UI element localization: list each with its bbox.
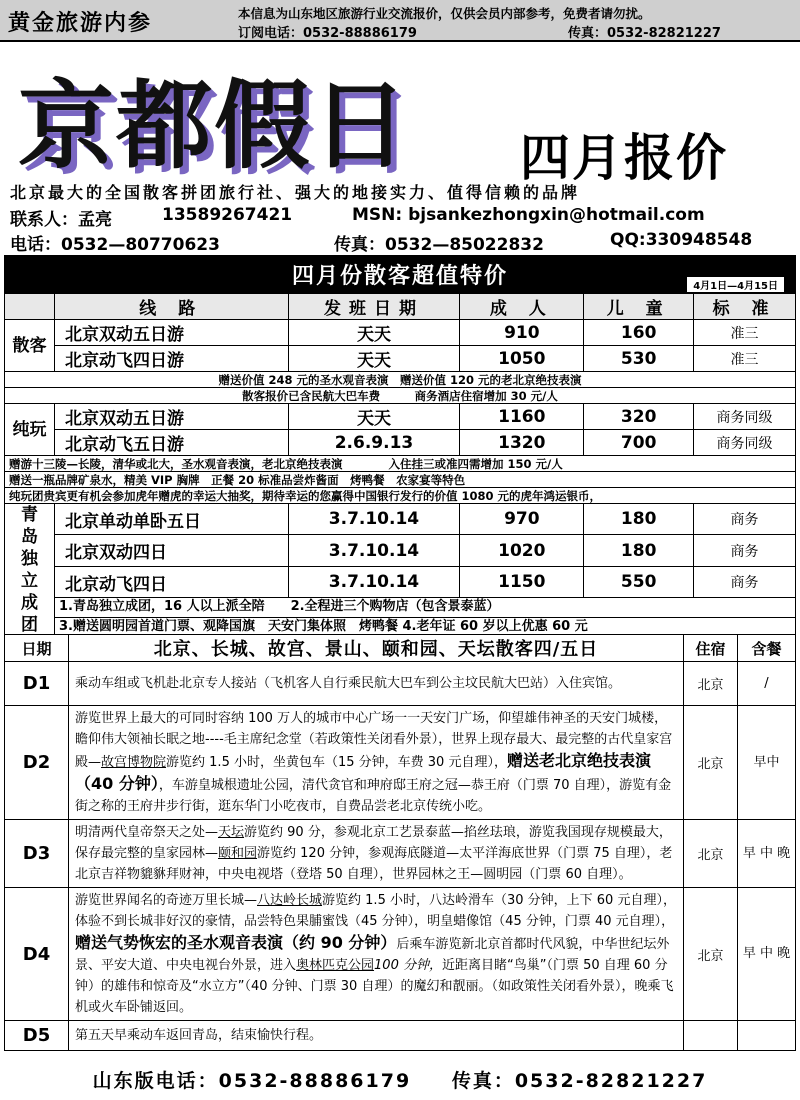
- standard: 准三: [694, 346, 796, 372]
- route-name: 北京双动五日游: [54, 320, 288, 346]
- child-price: 180: [584, 504, 694, 535]
- desc-bonus: 赠送气势恢宏的圣水观音表演（约 90 分钟）: [75, 933, 397, 952]
- chunwan-note-1: 赠游十三陵—长陵，清华或北大，圣水观音表演，老北京绝技表演 入住挂三或准四需增加 150 元/人: [5, 456, 796, 472]
- table-row: [5, 404, 796, 430]
- standard: 商务同级: [694, 430, 796, 456]
- departure-date: 3.7.10.14: [288, 504, 460, 535]
- footer-contact: [0, 1066, 800, 1093]
- group-chunwan: 纯玩: [5, 404, 55, 456]
- group-qingdao: 青岛独立成团: [5, 504, 55, 637]
- desc-text: 游览约 1.5 小时，坐黄包车（15 分钟，车费 30 元自理），: [166, 755, 507, 770]
- day-description: [69, 820, 684, 888]
- day-label: D5: [5, 1021, 69, 1051]
- footer-phone: 山东版电话：0532-88886179: [92, 1070, 412, 1092]
- departure-date: 2.6.9.13: [288, 430, 460, 456]
- brand-name: 黄金旅游内参: [8, 11, 153, 36]
- col-adult: 成 人: [460, 294, 584, 320]
- desc-text: 近距离目睹“鸟巢”（门票 50 自理 60 分钟）的雄伟和惊奇及“水立方”（40 分钟、门票 30 自理）的魔幻和靓丽。（如政策性关闭看外景），晚乘飞机或火车卧铺返回。: [75, 958, 674, 1015]
- offer-title-bar: [4, 255, 796, 293]
- month-title: 四月报价: [520, 129, 728, 187]
- departure-date: 3.7.10.14: [288, 566, 460, 597]
- itinerary-row: [5, 662, 796, 706]
- day-meal: [738, 1021, 796, 1051]
- child-price: 530: [584, 346, 694, 372]
- child-price: 550: [584, 566, 694, 597]
- itinerary-row: [5, 706, 796, 820]
- day-stay: 北京: [684, 820, 738, 888]
- desc-text: 游览世界上最大的可同时容纳 100 万人的城市中心广场一一天安门广场，仰望雄伟神圣的天安门城楼，瞻仰伟大领袖长眠之地----毛主席纪念堂（若政策性关闭看外景），世界上现存最大、最完整的古代皇家宫殿—: [75, 711, 673, 770]
- standard: 准三: [694, 320, 796, 346]
- agency-logo: 京都假日: [18, 69, 410, 182]
- contact-mobile: 13589267421: [162, 205, 293, 225]
- table-row: [5, 346, 796, 372]
- day-meal: /: [738, 662, 796, 706]
- day-description: 第五天早乘动车返回青岛，结束愉快行程。: [69, 1021, 684, 1051]
- day-label: D1: [5, 662, 69, 706]
- contact-person: 联系人：孟亮: [10, 210, 112, 230]
- adult-price: 910: [460, 320, 584, 346]
- offer-dates: 4月1日—4月15日: [687, 277, 784, 292]
- day-stay: [684, 1021, 738, 1051]
- note-row: [5, 488, 796, 504]
- child-price: 160: [584, 320, 694, 346]
- itinerary-row: [5, 888, 796, 1021]
- day-description: [69, 706, 684, 820]
- offer-title: 四月份散客超值特价: [291, 264, 508, 289]
- desc-duration: 100 分钟，: [374, 958, 442, 973]
- note-row: [5, 598, 796, 617]
- adult-price: 1050: [460, 346, 584, 372]
- desc-text: 后乘车游览新北京首都时代风貌，中华世纪坛外景、平安大道、中央电视台外景，进入: [75, 937, 670, 973]
- day-label: D2: [5, 706, 69, 820]
- footer-fax: 传真：0532-82821227: [451, 1070, 708, 1092]
- departure-date: 天天: [288, 346, 460, 372]
- desc-highlight-place: 八达岭长城: [257, 893, 323, 908]
- desc-highlight-place: 故宫博物院: [101, 755, 167, 770]
- contact-fax: 传真：0532—85022832: [334, 235, 544, 255]
- standard: 商务: [694, 566, 796, 597]
- itinerary-table: [4, 634, 796, 1051]
- price-header-row: [5, 294, 796, 320]
- contact-phone: 电话：0532—80770623: [10, 235, 220, 255]
- standard: 商务: [694, 504, 796, 535]
- departure-date: 天天: [288, 404, 460, 430]
- contact-qq: QQ:330948548: [610, 230, 753, 250]
- adult-price: 1320: [460, 430, 584, 456]
- adult-price: 1150: [460, 566, 584, 597]
- day-meal: 早 中 晚: [738, 888, 796, 1021]
- sanke-note-1: 赠送价值 248 元的圣水观音表演 赠送价值 120 元的老北京绝技表演: [5, 372, 796, 388]
- group-sanke: 散客: [5, 320, 55, 372]
- itinerary-row: [5, 820, 796, 888]
- col-child: 儿 童: [584, 294, 694, 320]
- departure-date: 3.7.10.14: [288, 535, 460, 566]
- chunwan-note-3: 纯玩团贵宾更有机会参加虎年赠虎的幸运大抽奖，期待幸运的您赢得中国银行发行的价值 1080 元的虎年鸿运银币，: [5, 488, 796, 504]
- chunwan-note-2: 赠送一瓶品牌矿泉水，精美 VIP 胸牌 正餐 20 标准品尝炸酱面 烤鸭餐 农家宴等特色: [5, 472, 796, 488]
- col-day: 日期: [5, 635, 69, 662]
- table-row: [5, 320, 796, 346]
- adult-price: 1020: [460, 535, 584, 566]
- itinerary-header-row: [5, 635, 796, 662]
- table-row: [5, 430, 796, 456]
- route-name: 北京动飞四日游: [54, 346, 288, 372]
- price-table: [4, 293, 796, 637]
- desc-highlight-place: 奥林匹克公园: [296, 958, 375, 973]
- day-stay: 北京: [684, 662, 738, 706]
- slogan: 北京最大的全国散客拼团旅行社、强大的地接实力、值得信赖的品牌: [10, 183, 581, 202]
- group-header: [5, 294, 55, 320]
- day-description: 乘动车组或飞机赴北京专人接站（飞机客人自行乘民航大巴车到公主坟民航大巴站）入住宾馆。: [69, 662, 684, 706]
- standard: 商务: [694, 535, 796, 566]
- itinerary-title: 北京、长城、故宫、景山、颐和园、天坛散客四/五日: [69, 635, 684, 662]
- desc-text: 游览约 90 分，参观北京工艺景泰蓝—掐丝珐琅，游览我国现存规模最大，保存最完整的皇家园林—: [75, 825, 672, 861]
- day-meal: 早中: [738, 706, 796, 820]
- top-banner: [0, 0, 800, 42]
- standard: 商务同级: [694, 404, 796, 430]
- col-date: 发班日期: [288, 294, 460, 320]
- day-stay: 北京: [684, 888, 738, 1021]
- adult-price: 970: [460, 504, 584, 535]
- adult-price: 1160: [460, 404, 584, 430]
- desc-highlight-place: 颐和园: [218, 846, 258, 861]
- col-standard: 标 准: [694, 294, 796, 320]
- col-stay: 住宿: [684, 635, 738, 662]
- desc-text: 游览约 120 分钟，参观海底隧道—太平洋海底世界（门票 75 自理），老北京吉祥物貔貅拜财神，中央电视塔（登塔 50 自理），世界园林之王—圆明园（门票 60 自理）。: [75, 846, 673, 882]
- note-row: [5, 472, 796, 488]
- desc-highlight-place: 天坛: [218, 825, 245, 840]
- table-row: [5, 535, 796, 566]
- route-name: 北京双动五日游: [54, 404, 288, 430]
- qingdao-note-2: 3.赠送圆明园首道门票、观降国旗 天安门集体照 烤鸭餐 4.老年证 60 岁以上优惠 60 元: [54, 617, 795, 636]
- qingdao-note-1: 1.青岛独立成团，16 人以上派全陪 2.全程进三个购物店（包含景泰蓝）: [54, 598, 795, 617]
- sanke-note-2: 散客报价已含民航大巴车费 商务酒店住宿增加 30 元/人: [5, 388, 796, 404]
- order-phone: 订阅电话：0532-88886179: [238, 26, 417, 41]
- desc-text: ，车游皇城根遗址公园，清代贪官和珅府邸王府之冠—恭王府（门票 70 自理），游览有金街之称的王府井步行街，逛东华门小吃夜市，自费品尝老北京传统小吃。: [75, 778, 672, 814]
- table-row: [5, 504, 796, 535]
- day-description: [69, 888, 684, 1021]
- day-meal: 早 中 晚: [738, 820, 796, 888]
- child-price: 700: [584, 430, 694, 456]
- child-price: 320: [584, 404, 694, 430]
- itinerary-row: [5, 1021, 796, 1051]
- col-meal: 含餐: [738, 635, 796, 662]
- desc-text: 游览世界闻名的奇迹万里长城—: [75, 893, 258, 908]
- note-row: [5, 456, 796, 472]
- col-route: 线 路: [54, 294, 288, 320]
- route-name: 北京单动单卧五日: [54, 504, 288, 535]
- desc-text: 明清两代皇帝祭天之处—: [75, 825, 219, 840]
- desc-text: 游览约 1.5 小时，八达岭滑车（30 分钟，上下 60 元自理），体验不到长城非好汉的豪情，品尝特色果脯蜜饯（45 分钟），明皇蜡像馆（45 分钟，门票 40 元自理），: [75, 893, 676, 929]
- day-label: D4: [5, 888, 69, 1021]
- contact-msn: MSN: bjsankezhongxin@hotmail.com: [352, 205, 705, 225]
- child-price: 180: [584, 535, 694, 566]
- note-row: [5, 372, 796, 388]
- route-name: 北京动飞四日: [54, 566, 288, 597]
- note-row: [5, 388, 796, 404]
- route-name: 北京双动四日: [54, 535, 288, 566]
- desc-bonus: 赠送老北京绝技表演（40 分钟）: [75, 751, 651, 793]
- route-name: 北京动飞五日游: [54, 430, 288, 456]
- disclaimer-note: 本信息为山东地区旅游行业交流报价，仅供会员内部参考，免费者请勿扰。: [238, 6, 651, 21]
- day-label: D3: [5, 820, 69, 888]
- day-stay: 北京: [684, 706, 738, 820]
- top-fax: 传真：0532-82821227: [568, 26, 721, 41]
- table-row: [5, 566, 796, 597]
- departure-date: 天天: [288, 320, 460, 346]
